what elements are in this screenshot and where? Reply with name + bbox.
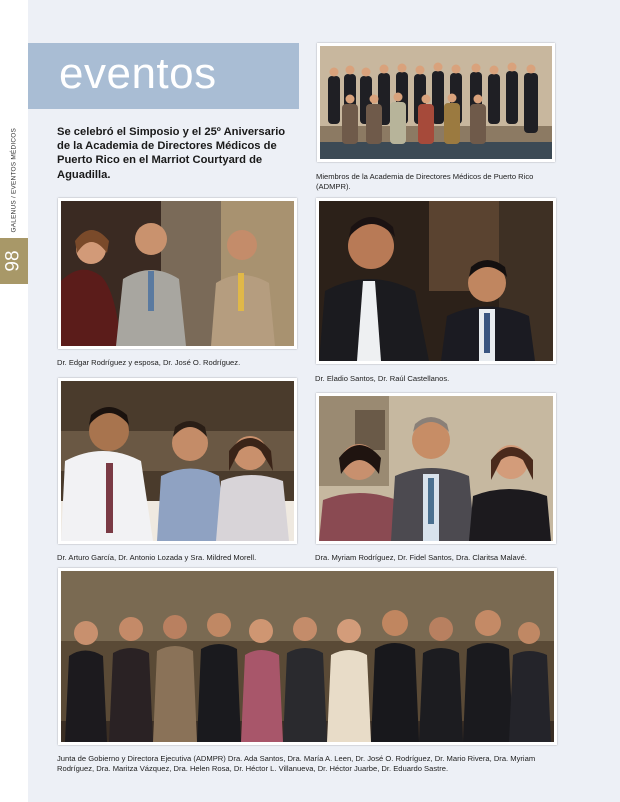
photo-rodriguez-santos-malave: [316, 393, 556, 544]
caption-group-academia: Miembros de la Academia de Directores Médicos de Puerto Rico (ADMPR).: [316, 172, 534, 191]
side-strip: [0, 0, 28, 802]
photo-junta: [58, 568, 557, 745]
photo-group-academia-image: [320, 46, 552, 159]
photo-rodriguez-santos-malave-image: [319, 396, 553, 541]
photo-santos-castellanos-image: [319, 201, 553, 361]
caption-rodriguez-santos-malave: Dra. Myriam Rodríguez, Dr. Fidel Santos, Dra. Claritsa Malavé.: [315, 553, 527, 562]
photo-garcia-lozada-morell-image: [61, 381, 294, 541]
section-banner: [28, 43, 299, 109]
photo-garcia-lozada-morell: [58, 378, 297, 544]
photo-rodriguez-image: [61, 201, 294, 346]
caption-santos-castellanos: Dr. Eladio Santos, Dr. Raúl Castellanos.: [315, 374, 450, 383]
caption-junta: Junta de Gobierno y Directora Ejecutiva (ADMPR) Dra. Ada Santos, Dra. María A. Leen, Dr. José O. Rodríguez, Dr. Mario Rivera, Dra. Myriam Rodríguez, Dra. Maritza Vázquez, Dra. Helen Rosa, Dr. Héctor L. Villanueva, Dr. Héctor Juarbe, Dr. Eduardo Sastre.: [57, 754, 536, 773]
caption-rodriguez: Dr. Edgar Rodríguez y esposa, Dr. José O. Rodríguez.: [57, 358, 241, 367]
photo-junta-image: [61, 571, 554, 742]
event-headline: Se celebró el Simposio y el 25º Aniversario de la Academia de Directores Médicos de Puerto Rico en el Marriot Courtyard de Aguadilla.: [57, 126, 286, 181]
photo-group-academia: [317, 43, 555, 162]
section-title: eventos: [59, 49, 217, 98]
caption-garcia-lozada-morell: Dr. Arturo García, Dr. Antonio Lozada y Sra. Mildred Morell.: [57, 553, 257, 562]
page-number: 98: [2, 250, 24, 272]
photo-santos-castellanos: [316, 198, 556, 364]
photo-rodriguez: [58, 198, 297, 349]
